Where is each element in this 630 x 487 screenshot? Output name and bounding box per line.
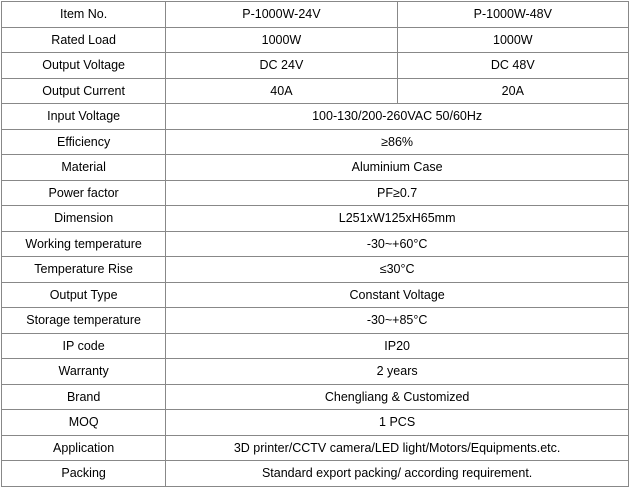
table-cell-value: ≤30°C: [166, 257, 629, 283]
specification-table-body: [2, 2, 629, 487]
table-cell-value: Chengliang & Customized: [166, 384, 629, 410]
table-row: [2, 27, 629, 53]
table-row: [2, 461, 629, 487]
table-cell-value-48v: 20A: [397, 78, 628, 104]
table-cell-value: Standard export packing/ according requirement.: [166, 461, 629, 487]
table-row: [2, 180, 629, 206]
table-cell-value: 3D printer/CCTV camera/LED light/Motors/Equipments.etc.: [166, 435, 629, 461]
table-cell-value: IP20: [166, 333, 629, 359]
table-row: [2, 2, 629, 28]
table-cell-value: 1 PCS: [166, 410, 629, 436]
table-cell-label: Warranty: [2, 359, 166, 385]
table-cell-value: Aluminium Case: [166, 155, 629, 181]
table-row: [2, 104, 629, 130]
table-row: [2, 410, 629, 436]
table-row: [2, 78, 629, 104]
table-cell-label: Packing: [2, 461, 166, 487]
table-row: [2, 359, 629, 385]
table-row: [2, 333, 629, 359]
table-cell-value: L251xW125xH65mm: [166, 206, 629, 232]
table-cell-value-48v: DC 48V: [397, 53, 628, 79]
table-cell-value-24v: 1000W: [166, 27, 397, 53]
table-row: [2, 206, 629, 232]
table-row: [2, 384, 629, 410]
table-cell-label: Item No.: [2, 2, 166, 28]
table-cell-value: 100-130/200-260VAC 50/60Hz: [166, 104, 629, 130]
table-cell-value: Constant Voltage: [166, 282, 629, 308]
table-cell-value: ≥86%: [166, 129, 629, 155]
table-row: [2, 129, 629, 155]
table-cell-value-48v: 1000W: [397, 27, 628, 53]
table-cell-label: Input Voltage: [2, 104, 166, 130]
table-cell-label: Brand: [2, 384, 166, 410]
table-cell-label: Working temperature: [2, 231, 166, 257]
table-cell-label: IP code: [2, 333, 166, 359]
table-cell-label: Storage temperature: [2, 308, 166, 334]
table-row: [2, 308, 629, 334]
table-cell-label: Output Type: [2, 282, 166, 308]
table-cell-value-24v: DC 24V: [166, 53, 397, 79]
table-cell-label: MOQ: [2, 410, 166, 436]
table-cell-label: Application: [2, 435, 166, 461]
table-cell-label: Output Voltage: [2, 53, 166, 79]
table-cell-value-48v: P-1000W-48V: [397, 2, 628, 28]
table-cell-label: Output Current: [2, 78, 166, 104]
table-cell-label: Material: [2, 155, 166, 181]
table-cell-value-24v: P-1000W-24V: [166, 2, 397, 28]
table-row: [2, 282, 629, 308]
table-cell-value-24v: 40A: [166, 78, 397, 104]
table-cell-label: Dimension: [2, 206, 166, 232]
table-row: [2, 53, 629, 79]
table-row: [2, 155, 629, 181]
table-cell-label: Power factor: [2, 180, 166, 206]
table-row: [2, 231, 629, 257]
specification-table: [1, 1, 629, 487]
table-cell-label: Rated Load: [2, 27, 166, 53]
table-cell-label: Temperature Rise: [2, 257, 166, 283]
table-cell-value: -30~+60°C: [166, 231, 629, 257]
table-cell-label: Efficiency: [2, 129, 166, 155]
table-row: [2, 257, 629, 283]
table-row: [2, 435, 629, 461]
table-cell-value: 2 years: [166, 359, 629, 385]
table-cell-value: -30~+85°C: [166, 308, 629, 334]
table-cell-value: PF≥0.7: [166, 180, 629, 206]
